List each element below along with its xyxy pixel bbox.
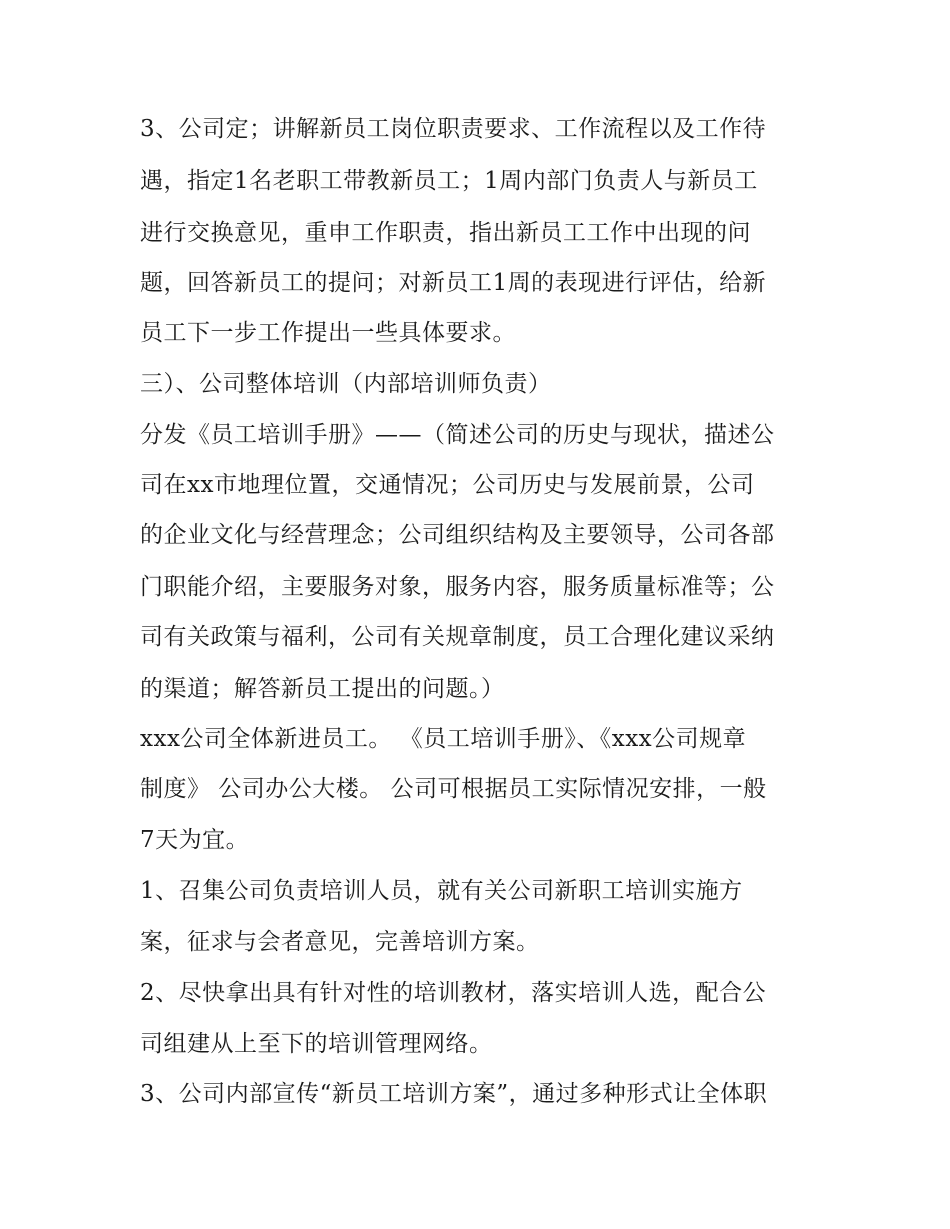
text-line: 3、公司内部宣传“新员工培训方案”，通过多种形式让全体职 (140, 1081, 768, 1107)
text-line: 2、尽快拿出具有针对性的培训教材，落实培训人选，配合公 (140, 980, 767, 1006)
text-line: 的企业文化与经营理念；公司组织结构及主要领导，公司各部 (140, 522, 775, 548)
text-line: 案，征求与会者意见，完善培训方案。 (140, 929, 540, 955)
text-line: xxx公司全体新进员工。 《员工培训手册》、《xxx公司规章 (140, 726, 747, 752)
text-line: 3、公司定；讲解新员工岗位职责要求、工作流程以及工作待 (140, 116, 767, 142)
text-line: 司在xx市地理位置，交通情况；公司历史与发展前景，公司 (140, 472, 755, 498)
text-line: 题，回答新员工的提问；对新员工1周的表现进行评估，给新 (140, 270, 767, 296)
text-line: 遇，指定1名老职工带教新员工；1周内部门负责人与新员工 (140, 168, 758, 194)
text-line: 员工下一步工作提出一些具体要求。 (140, 320, 516, 346)
text-line: 的渠道；解答新员工提出的问题。） (140, 676, 505, 702)
text-line: 7天为宜。 (140, 827, 250, 853)
text-line: 进行交换意见，重申工作职责，指出新员工工作中出现的问 (140, 220, 751, 246)
text-line: 1、召集公司负责培训人员，就有关公司新职工培训实施方 (140, 878, 743, 904)
section-heading: 三）、公司整体培训（内部培训师负责） (140, 371, 552, 397)
text-line: 分发《员工培训手册》——（简述公司的历史与现状，描述公 (140, 422, 775, 448)
text-line: 司组建从上至下的培训管理网络。 (140, 1031, 493, 1057)
text-line: 司有关政策与福利，公司有关规章制度，员工合理化建议采纳 (140, 624, 775, 650)
text-line: 制度》 公司办公大楼。 公司可根据员工实际情况安排，一般 (140, 776, 767, 802)
text-line: 门职能介绍，主要服务对象，服务内容，服务质量标准等；公 (140, 574, 775, 600)
